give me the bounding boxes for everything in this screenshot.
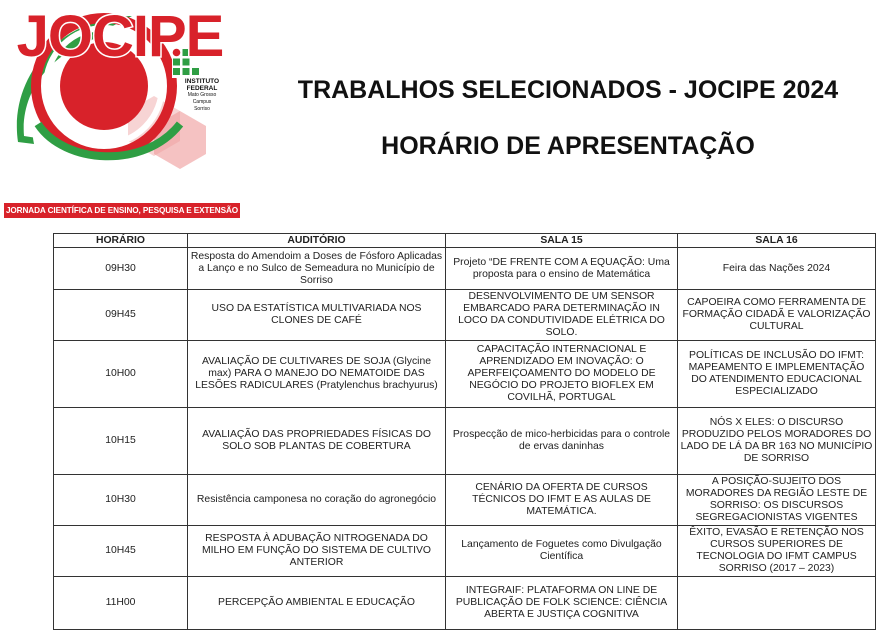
sala-15-cell: DESENVOLVIMENTO DE UM SENSOR EMBARCADO PARA DETERMINAÇÃO IN LOCO DA CONDUTIVIDADE ELÉTRICA DO SOLO. bbox=[446, 290, 678, 341]
sala-15-cell: Projeto “DE FRENTE COM A EQUAÇÃO: Uma proposta para o ensino de Matemática bbox=[446, 248, 678, 290]
sala-15-cell: Prospecção de mico-herbicidas para o controle de ervas daninhas bbox=[446, 408, 678, 475]
if-line-3: Mato Grosso bbox=[187, 92, 217, 98]
auditorio-cell: PERCEPÇÃO AMBIENTAL E EDUCAÇÃO bbox=[188, 577, 446, 630]
time-cell: 10H30 bbox=[54, 475, 188, 526]
header-sala-16: SALA 16 bbox=[678, 234, 876, 248]
time-cell: 11H00 bbox=[54, 577, 188, 630]
sala-16-cell: A POSIÇÃO-SUJEITO DOS MORADORES DA REGIÃO LESTE DE SORRISO: OS DISCURSOS SEGREGACIONISTAS VIGENTES bbox=[678, 475, 876, 526]
header-sala-15: SALA 15 bbox=[446, 234, 678, 248]
if-line-5: Sorriso bbox=[194, 106, 210, 112]
if-line-1: INSTITUTO bbox=[184, 78, 220, 85]
jocipe-wordmark-text: JOCIPE bbox=[16, 4, 224, 66]
auditorio-cell: AVALIAÇÃO DE CULTIVARES DE SOJA (Glycine max) PARA O MANEJO DO NEMATOIDE DAS LESÕES RADICULARES (Pratylenchus brachyurus) bbox=[188, 341, 446, 408]
auditorio-cell: AVALIAÇÃO DAS PROPRIEDADES FÍSICAS DO SOLO SOB PLANTAS DE COBERTURA bbox=[188, 408, 446, 475]
time-cell: 09H30 bbox=[54, 248, 188, 290]
page-title: TRABALHOS SELECIONADOS - JOCIPE 2024 bbox=[297, 76, 839, 104]
schedule-table bbox=[53, 233, 876, 630]
sala-16-cell: Feira das Nações 2024 bbox=[678, 248, 876, 290]
sala-16-cell bbox=[678, 577, 876, 630]
header-auditorio: AUDITÓRIO bbox=[188, 234, 446, 248]
if-line-2: FEDERAL bbox=[186, 85, 218, 92]
time-cell: 10H15 bbox=[54, 408, 188, 475]
auditorio-cell: RESPOSTA À ADUBAÇÃO NITROGENADA DO MILHO EM FUNÇÃO DO SISTEMA DE CULTIVO ANTERIOR bbox=[188, 526, 446, 577]
table-row bbox=[54, 248, 876, 290]
time-cell: 09H45 bbox=[54, 290, 188, 341]
sala-15-cell: INTEGRAIF: PLATAFORMA ON LINE DE PUBLICAÇÃO DE FOLK SCIENCE: CIÊNCIA ABERTA E JUSTIÇA COGNITIVA bbox=[446, 577, 678, 630]
header-horario: HORÁRIO bbox=[54, 234, 188, 248]
page-subtitle: HORÁRIO DE APRESENTAÇÃO bbox=[381, 132, 755, 160]
auditorio-cell: Resposta do Amendoim a Doses de Fósforo Aplicadas a Lanço e no Sulco de Semeadura no Município de Sorriso bbox=[188, 248, 446, 290]
sala-15-cell: CENÁRIO DA OFERTA DE CURSOS TÉCNICOS DO IFMT E AS AULAS DE MATEMÁTICA. bbox=[446, 475, 678, 526]
if-line-4: Campus bbox=[192, 99, 212, 105]
sala-15-cell: CAPACITAÇÃO INTERNACIONAL E APRENDIZADO EM INOVAÇÃO: O APERFEIÇOAMENTO DO MODELO DE NEGÓCIO DO PROJETO BIOFLEX EM COVILHÃ, PORTUGAL bbox=[446, 341, 678, 408]
time-cell: 10H45 bbox=[54, 526, 188, 577]
sala-16-cell: ÊXITO, EVASÃO E RETENÇÃO NOS CURSOS SUPERIORES DE TECNOLOGIA DO IFMT CAMPUS SORRISO (2017 – 2023) bbox=[678, 526, 876, 577]
table-row bbox=[54, 290, 876, 341]
table-row bbox=[54, 408, 876, 475]
auditorio-cell: USO DA ESTATÍSTICA MULTIVARIADA NOS CLONES DE CAFÉ bbox=[188, 290, 446, 341]
table-header-row bbox=[54, 234, 876, 248]
jocipe-logo bbox=[4, 4, 240, 218]
table-row bbox=[54, 526, 876, 577]
auditorio-cell: Resistência camponesa no coração do agronegócio bbox=[188, 475, 446, 526]
logo-banner: JORNADA CIENTÍFICA DE ENSINO, PESQUISA E EXTENSÃO bbox=[4, 203, 240, 218]
jocipe-wordmark bbox=[4, 4, 236, 66]
sala-16-cell: NÓS X ELES: O DISCURSO PRODUZIDO PELOS MORADORES DO LADO DE LÁ DA BR 163 NO MUNICÍPIO DE SORRISO bbox=[678, 408, 876, 475]
sala-16-cell: POLÍTICAS DE INCLUSÃO DO IFMT: MAPEAMENTO E IMPLEMENTAÇÃO DO ATENDIMENTO EDUCACIONAL ESPECIALIZADO bbox=[678, 341, 876, 408]
table-row bbox=[54, 341, 876, 408]
table-row bbox=[54, 475, 876, 526]
sala-15-cell: Lançamento de Foguetes como Divulgação Científica bbox=[446, 526, 678, 577]
sala-16-cell: CAPOEIRA COMO FERRAMENTA DE FORMAÇÃO CIDADÃ E VALORIZAÇÃO CULTURAL bbox=[678, 290, 876, 341]
table-row bbox=[54, 577, 876, 630]
time-cell: 10H00 bbox=[54, 341, 188, 408]
